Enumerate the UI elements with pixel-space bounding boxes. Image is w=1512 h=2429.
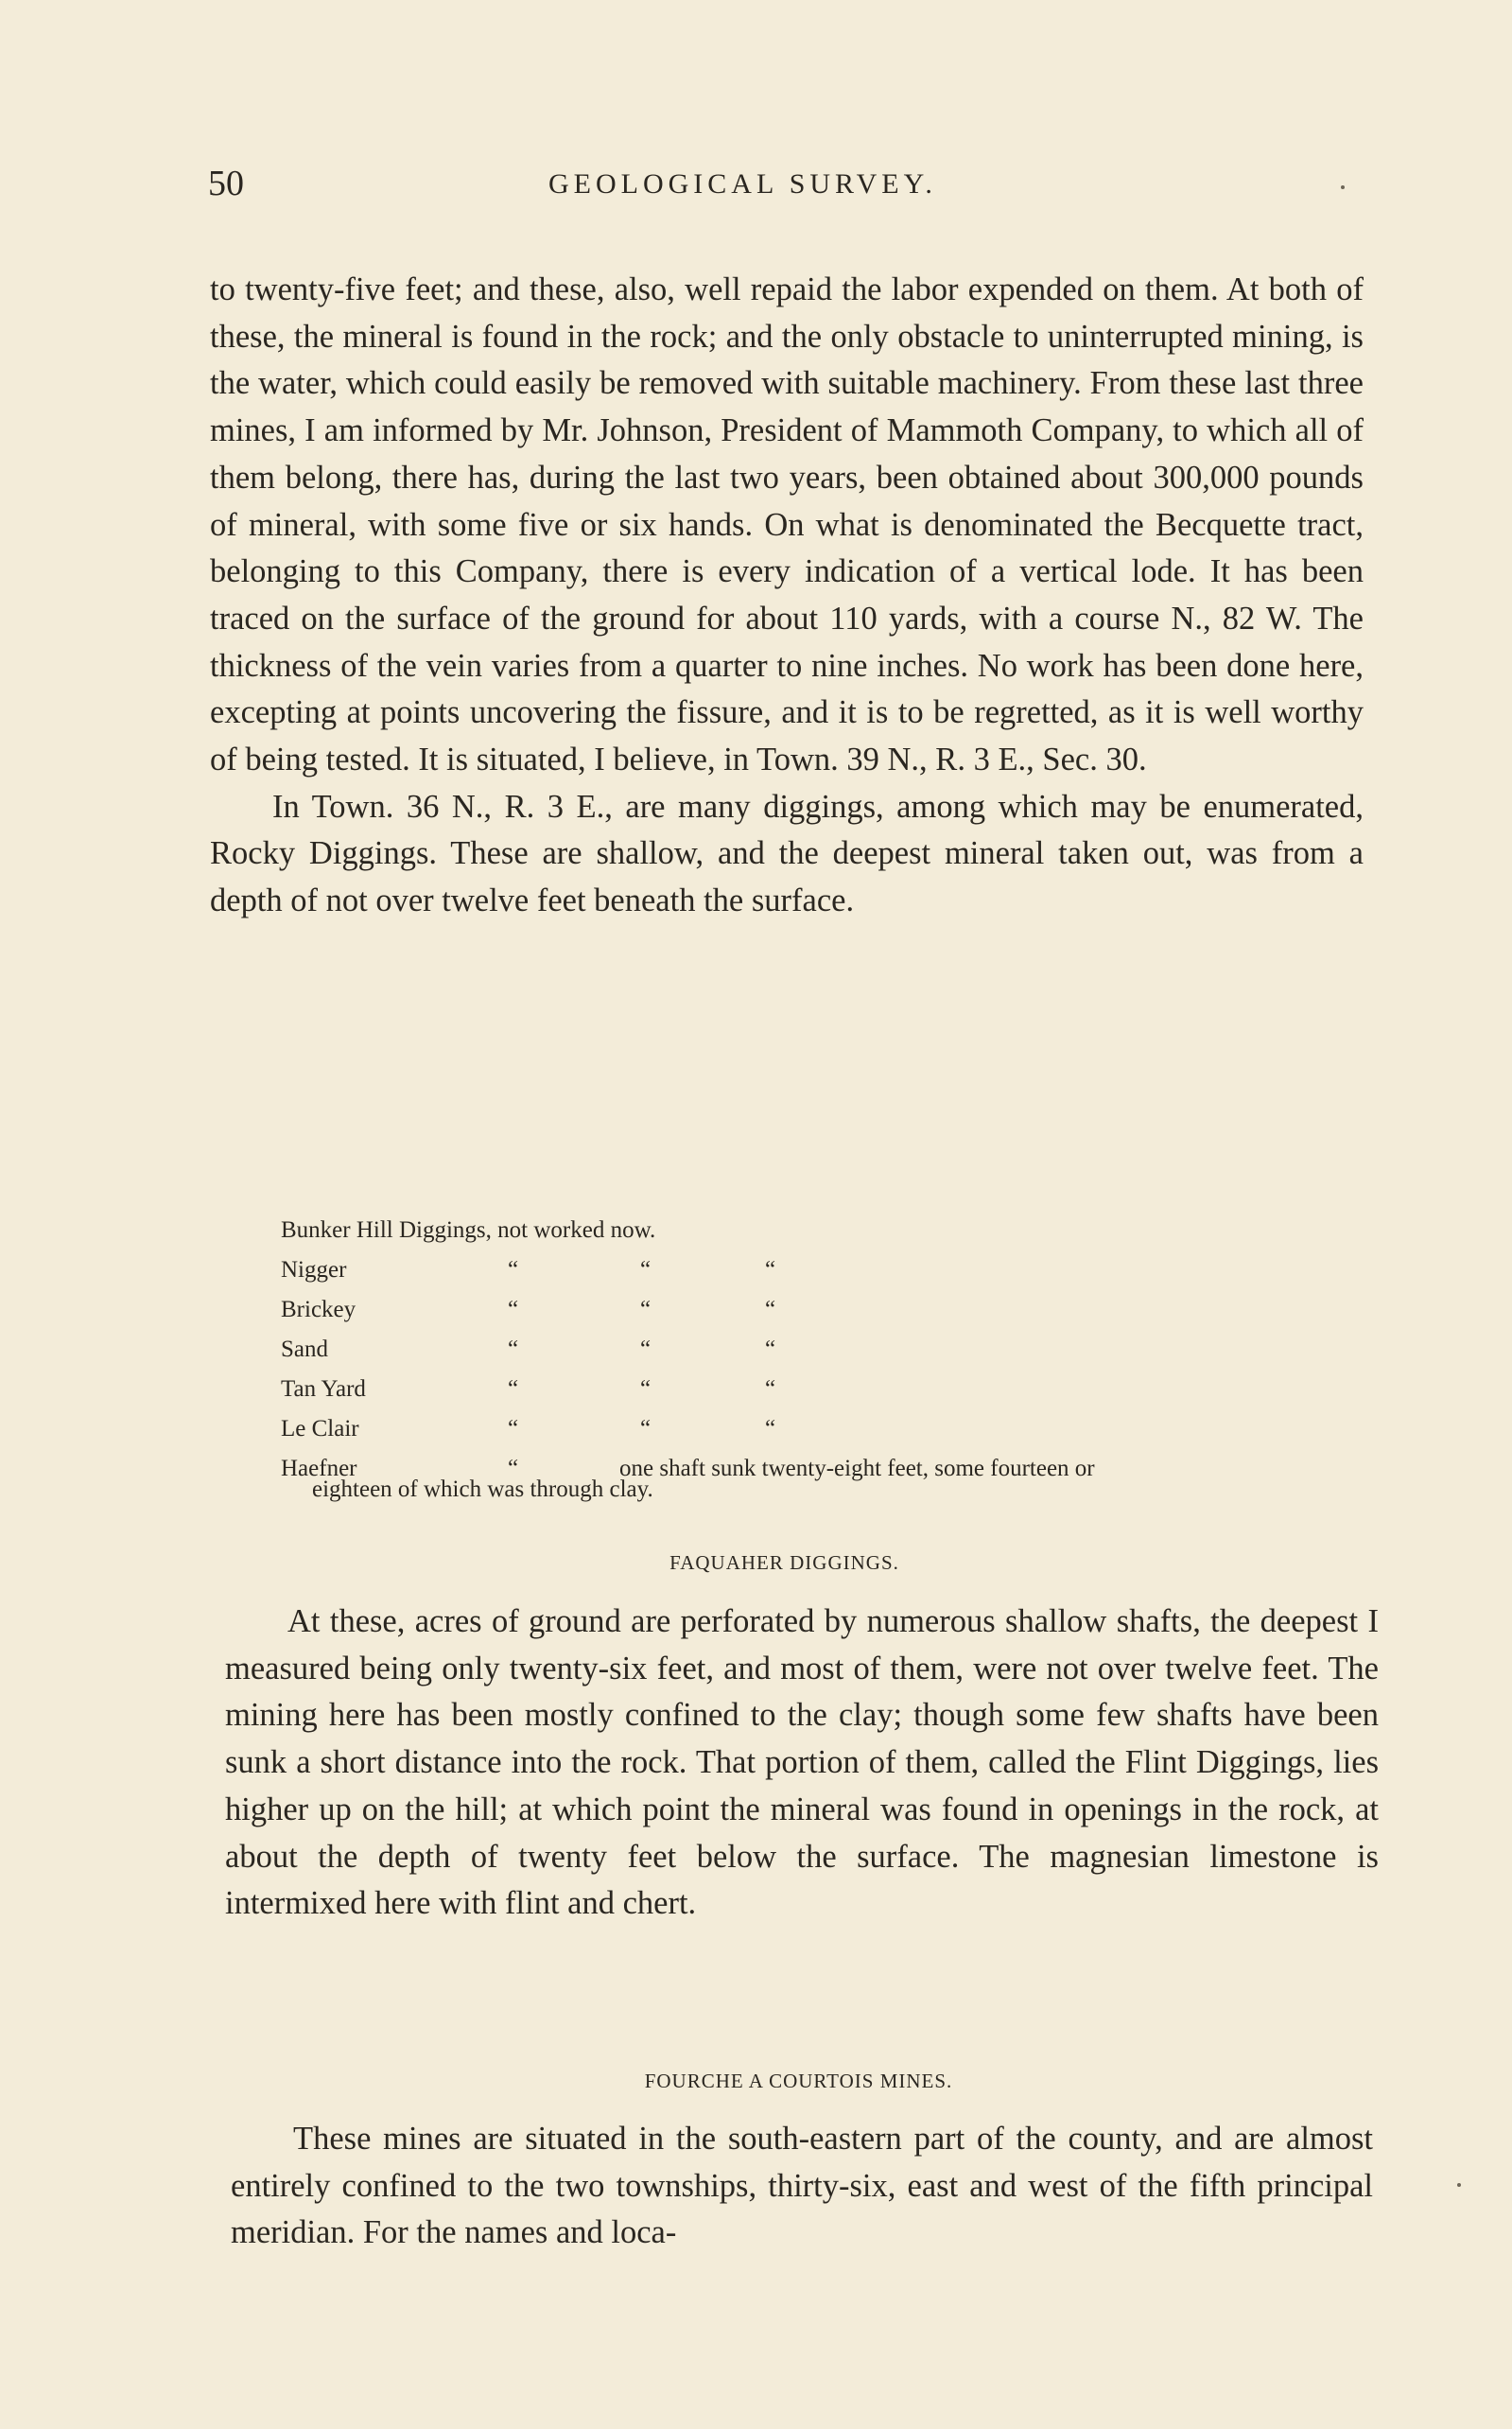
table-row [281, 1250, 1340, 1290]
digging-name: Bunker Hill Diggings, not worked now. [281, 1217, 656, 1243]
main-text [210, 267, 1364, 925]
fourche-paragraph: These mines are situated in the south-eastern part of the county, and are almost entirely confined to the two townships, thirty-six, east and west of the fifth principal meridian. For the names and loca- [231, 2121, 1373, 2251]
running-head: GEOLOGICAL SURVEY. [548, 168, 937, 200]
faquaher-paragraph: At these, acres of ground are perforated by numerous shallow shafts, the deepest I measured being only twenty-six feet, and most of them, were not over twelve feet. The mining here has been mostly confined to the clay; though some few shafts have been sunk a short distance into the rock. That portion of them, called the Flint Diggings, lies higher up on the hill; at which point the mineral was found in openings in the rock, at about the depth of twenty feet below the surface. The magnesian limestone is intermixed here with flint and chert. [225, 1603, 1379, 1922]
ditto-mark: “ [640, 1337, 652, 1362]
section-heading-faquaher: FAQUAHER DIGGINGS. [669, 1551, 899, 1574]
table-continuation: eighteen of which was through clay. [312, 1477, 653, 1502]
ditto-mark: “ [765, 1257, 776, 1283]
ditto-mark: “ [508, 1376, 519, 1402]
table-row [281, 1409, 1340, 1449]
ditto-mark: “ [640, 1416, 652, 1442]
ditto-mark: “ [640, 1257, 652, 1283]
page-number: 50 [208, 164, 244, 203]
diggings-table [281, 1211, 1340, 1489]
ditto-mark: “ [508, 1456, 519, 1481]
digging-name: Haefner [281, 1456, 357, 1481]
ditto-mark: “ [765, 1297, 776, 1322]
table-row [281, 1290, 1340, 1330]
ditto-mark: “ [508, 1257, 519, 1283]
table-row [281, 1370, 1340, 1409]
margin-speck [1457, 2183, 1461, 2187]
ditto-mark: “ [640, 1376, 652, 1402]
ditto-mark: “ [508, 1297, 519, 1322]
digging-name: Brickey [281, 1297, 356, 1322]
ditto-mark: “ [765, 1337, 776, 1362]
ditto-mark: “ [508, 1337, 519, 1362]
paragraph-1: to twenty-five feet; and these, also, well repaid the labor expended on them. At both of these, the mineral is found in the rock; and the only obstacle to uninterrupted mining, is the water, which could easily be removed with suitable machinery. From these last three mines, I am informed by Mr. Johnson, President of Mammoth Company, to which all of them belong, there has, during the last two years, been obtained about 300,000 pounds of mineral, with some five or six hands. On what is denominated the Becquette tract, belonging to this Company, there is every indication of a vertical lode. It has been traced on the surface of the ground for about 110 yards, with a course N., 82 W. The thickness of the vein varies from a quarter to nine inches. No work has been done here, excepting at points uncovering the fissure, and it is to be regretted, as it is well worthy of being tested. It is situated, I believe, in Town. 39 N., R. 3 E., Sec. 30. [210, 271, 1364, 778]
ditto-mark: “ [765, 1416, 776, 1442]
section-heading-fourche: FOURCHE A COURTOIS MINES. [644, 2070, 953, 2092]
digging-note: one shaft sunk twenty-eight feet, some fourteen or [619, 1456, 1095, 1481]
page-header [208, 163, 1371, 219]
ditto-mark: “ [640, 1297, 652, 1322]
table-row [281, 1330, 1340, 1370]
paragraph-2: In Town. 36 N., R. 3 E., are many diggings, among which may be enumerated, Rocky Diggings. These are shallow, and the deepest mineral taken out, was from a depth of not over twelve feet beneath the surface. [210, 788, 1364, 919]
digging-name: Sand [281, 1337, 328, 1362]
digging-name: Le Clair [281, 1416, 359, 1442]
digging-name: Tan Yard [281, 1376, 366, 1402]
digging-name: Nigger [281, 1257, 347, 1283]
table-row [281, 1211, 1340, 1250]
ditto-mark: “ [765, 1376, 776, 1402]
ditto-mark: “ [508, 1416, 519, 1442]
margin-speck [1341, 185, 1345, 189]
